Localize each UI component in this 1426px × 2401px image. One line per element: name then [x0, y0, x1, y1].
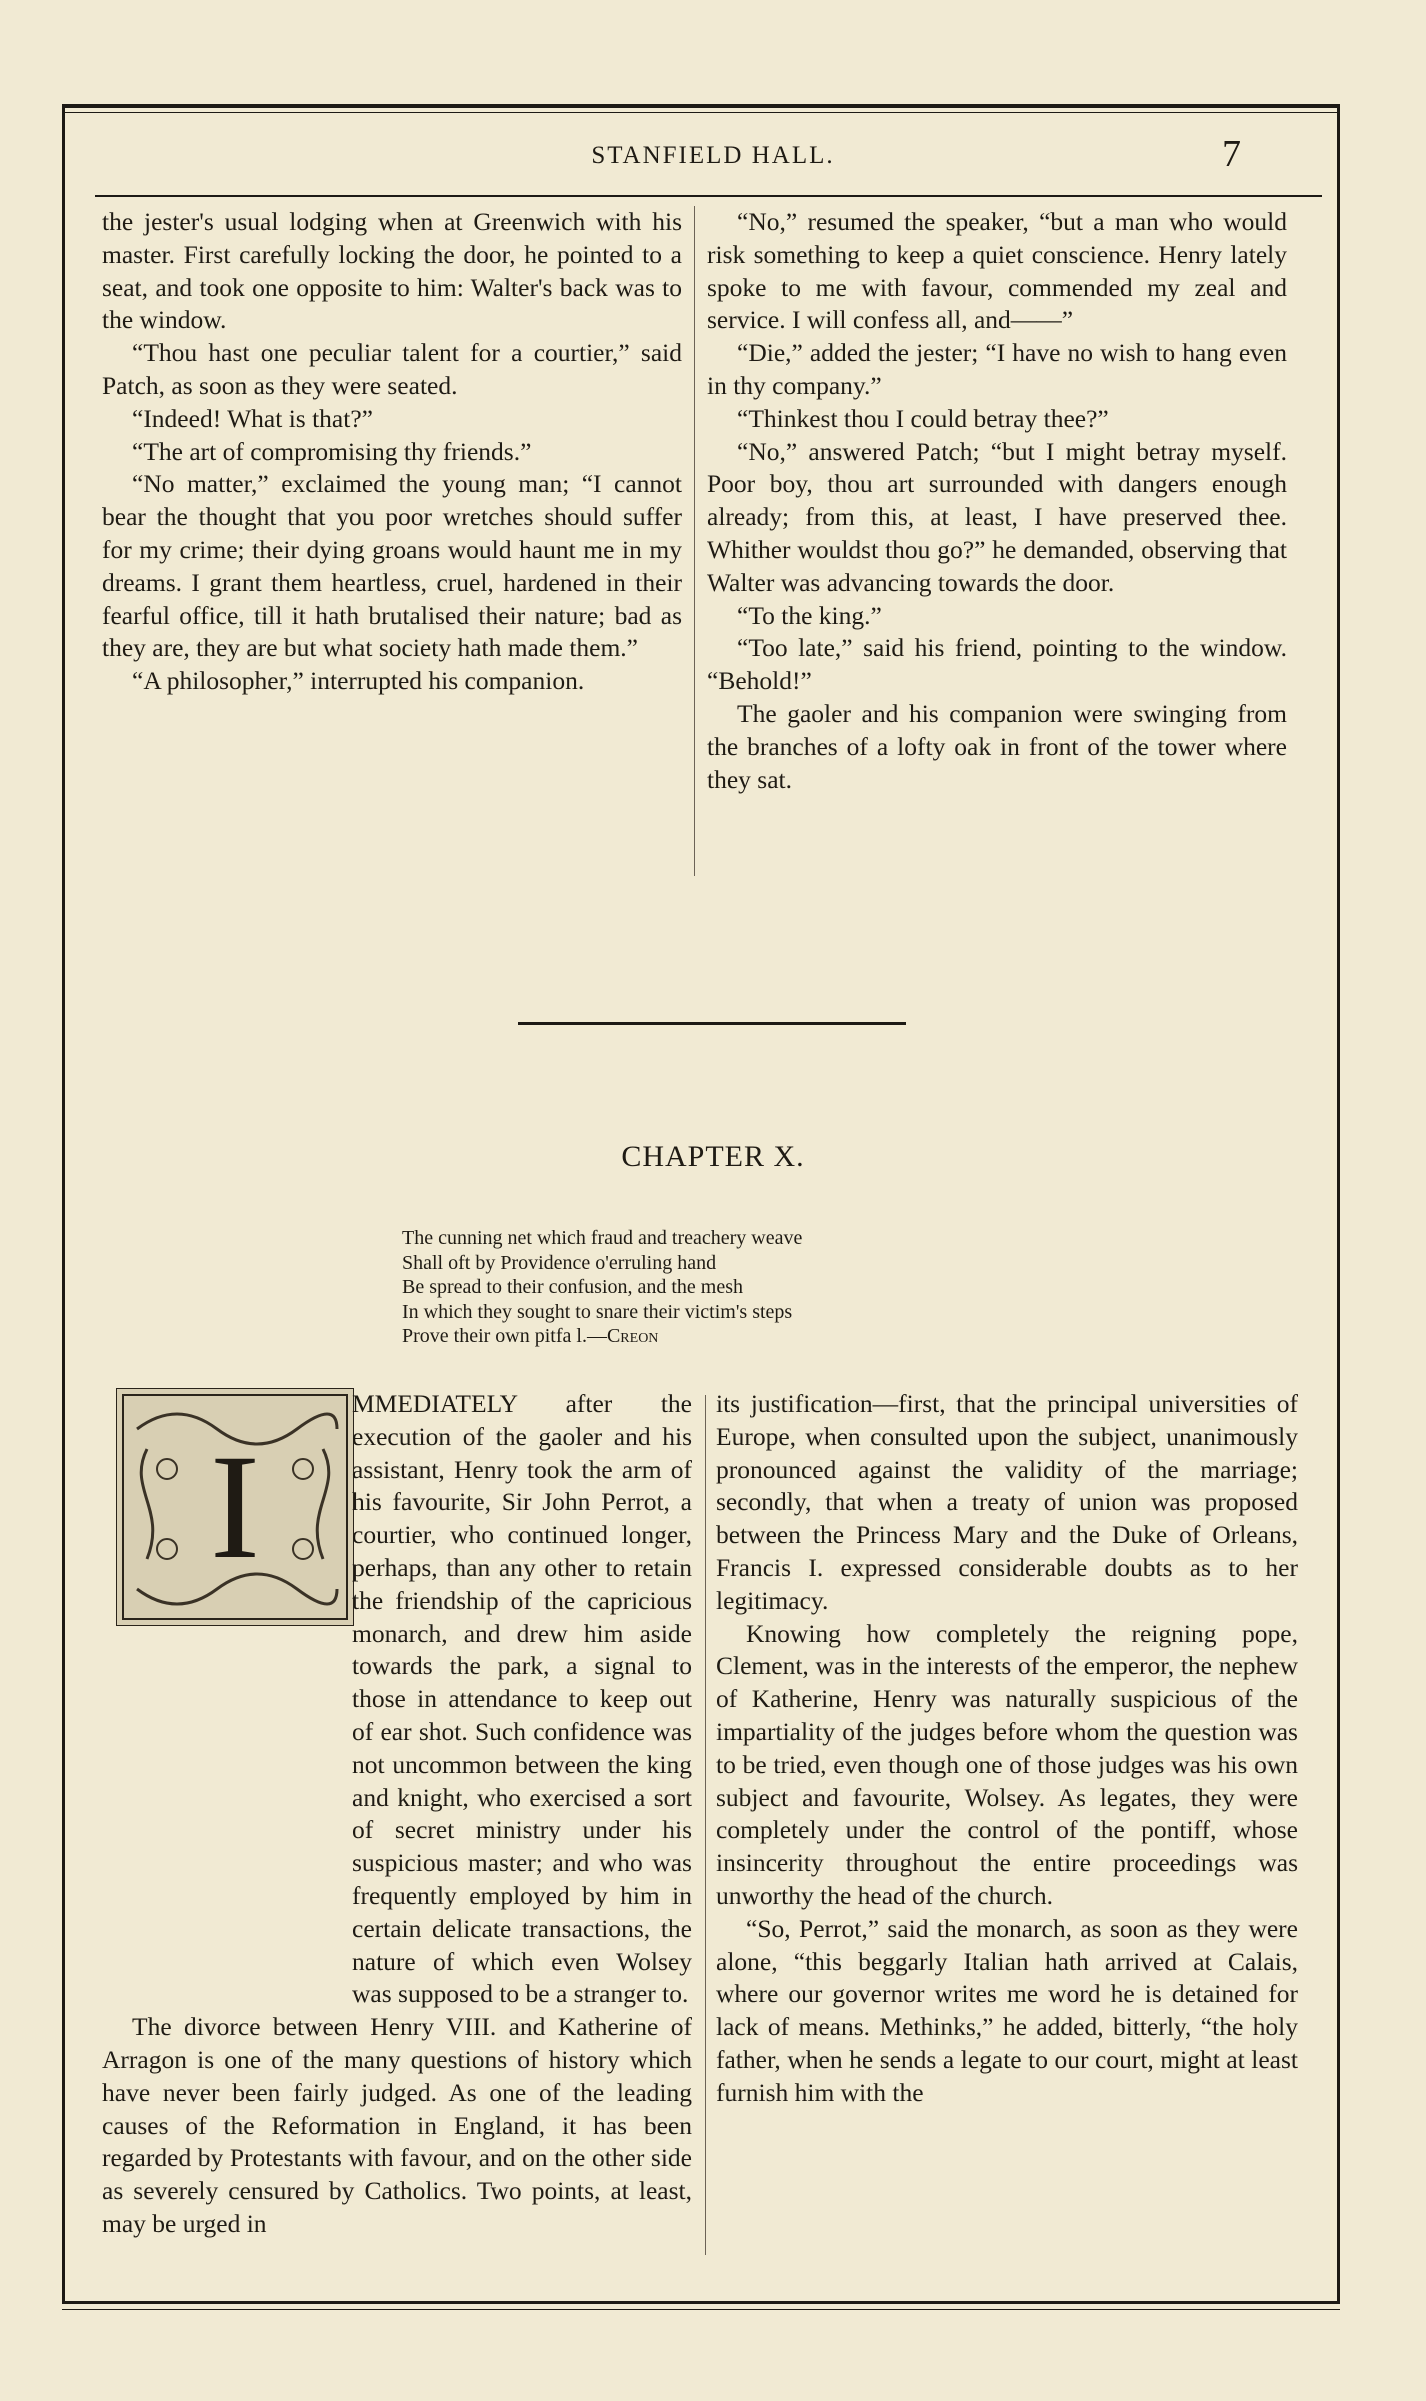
epigraph-source: Creon: [606, 1325, 659, 1347]
top-right-column: [707, 206, 1287, 796]
page-frame-top-rule-thin: [62, 112, 1340, 113]
paragraph: “Thinkest thou I could betray thee?”: [737, 403, 1109, 433]
chapter-left-column: [102, 1388, 692, 2241]
page-number: 7: [1222, 133, 1241, 175]
paragraph: “The art of compromising thy friends.”: [132, 436, 532, 466]
epigraph: [402, 1226, 1002, 1349]
running-title: STANFIELD HALL.: [591, 142, 835, 169]
paragraph: “Too late,” said his friend, pointing to the window. “Behold!”: [707, 633, 1287, 696]
page-frame-right-rule: [1337, 104, 1340, 2304]
chapter-title: CHAPTER X.: [621, 1140, 805, 1173]
paragraph: “No,” answered Patch; “but I might betray myself. Poor boy, thou art surrounded with dangers enough already; from this, at least, I have preserved thee. Whither wouldst thou go?” he demanded, observing that Walter was advancing towards the door.: [707, 436, 1287, 597]
paragraph: “Indeed! What is that?”: [132, 403, 373, 433]
paragraph: “So, Perrot,” said the monarch, as soon as they were alone, “this beggarly Italian hath arrived at Calais, where our governor writes me word he is detained for lack of means. Methinks,” he added, bitterly, “the holy father, when he sends a legate to our court, might at least furnish him with the: [716, 1913, 1298, 2107]
paragraph: Knowing how completely the reigning pope, Clement, was in the interests of the emperor, the nephew of Katherine, Henry was naturally suspicious of the impartiality of the judges before whom the question was to be tried, even though one of those judges was his own subject and favourite, Wolsey. As legates, they were completely under the control of the pontiff, whose insincerity throughout the entire proceedings was unworthy the head of the church.: [716, 1618, 1298, 1910]
paragraph: “To the king.”: [737, 600, 882, 630]
paragraph: “A philosopher,” interrupted his companion.: [132, 666, 585, 696]
opening-paragraph: MMEDIATELY after the execution of the gaoler and his assistant, Henry took the arm of his favourite, Sir John Perrot, a courtier, who continued longer, perhaps, than any other to retain the friendship of the capricious monarch, and drew him aside towards the park, a signal to those in attendance to keep out of ear shot. Such confidence was not uncommon between the king and knight, who exercised a sort of secret ministry under his suspicious master; and who was frequently employed by him in certain delicate transactions, the nature of which even Wolsey was supposed to be a stranger to.: [352, 1389, 692, 2009]
page-frame-left-rule: [62, 104, 65, 2304]
page-frame-top-rule: [62, 104, 1340, 108]
paragraph: The gaoler and his companion were swinging from the branches of a lofty oak in front of the tower where they sat.: [707, 698, 1287, 794]
section-divider-rule: [518, 1022, 906, 1025]
paragraph: The divorce between Henry VIII. and Katherine of Arragon is one of the many questions of history which have never been fairly judged. As one of the leading causes of the Reformation in England, it has been regarded by Protestants with favour, and on the other side as severely censured by Catholics. Two points, at least, may be urged in: [102, 2012, 692, 2238]
epigraph-last-line: Prove their own pitfa l.—: [402, 1325, 607, 1347]
page-frame-bottom-rule-thin: [62, 2309, 1340, 2310]
epigraph-line: The cunning net which fraud and treachery weave: [402, 1227, 803, 1249]
paragraph: “No matter,” exclaimed the young man; “I cannot bear the thought that you poor wretches should suffer for my crime; their dying groans would haunt me in my dreams. I grant them heartless, cruel, hardened in their fearful office, till it hath brutalised their nature; bad as they are, they are but what society hath made them.”: [102, 469, 682, 663]
paragraph: “No,” resumed the speaker, “but a man who would risk something to keep a quiet conscience. Henry lately spoke to me with favour, commended my zeal and service. I will confess all, and——”: [707, 207, 1287, 335]
drop-cap-letter: I: [210, 1424, 260, 1590]
paragraph: “Thou hast one peculiar talent for a courtier,” said Patch, as soon as they were seated.: [102, 338, 682, 400]
top-left-column: [102, 206, 682, 698]
epigraph-line: Shall oft by Providence o'erruling hand: [402, 1251, 717, 1274]
epigraph-line: [402, 1324, 1002, 1349]
paragraph: the jester's usual lodging when at Greenwich with his master. First carefully locking the door, he pointed to a seat, and took one opposite to him: Walter's back was to the window.: [102, 207, 682, 335]
epigraph-line: In which they sought to snare their victim's steps: [402, 1300, 793, 1323]
header-rule: [95, 195, 1322, 197]
paragraph: its justification—first, that the principal universities of Europe, when consulted upon the subject, unanimously pronounced against the validity of the marriage; secondly, that when a treaty of union was proposed between the Princess Mary and the Duke of Orleans, Francis I. expressed considerable doubts as to her legitimacy.: [716, 1389, 1298, 1615]
column-divider: [694, 206, 695, 876]
epigraph-line: Be spread to their confusion, and the mesh: [402, 1276, 744, 1298]
page-frame-bottom-rule: [62, 2301, 1340, 2304]
chapter-right-column: [716, 1388, 1298, 2110]
paragraph: “Die,” added the jester; “I have no wish to hang even in thy company.”: [707, 338, 1287, 400]
column-divider: [705, 1395, 706, 2255]
